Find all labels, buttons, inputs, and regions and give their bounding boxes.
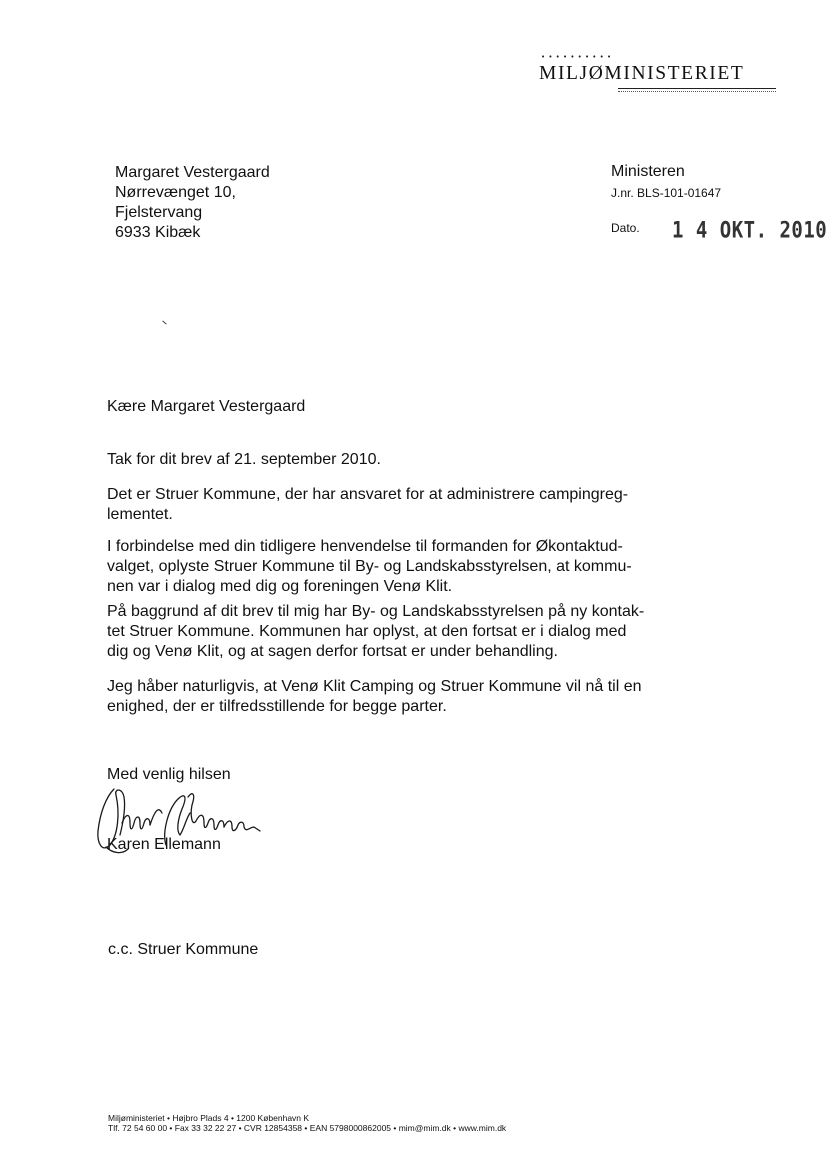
logo-dots: •••••••••• bbox=[541, 53, 615, 61]
footer-address: Miljøministeriet • Højbro Plads 4 • 1200 København K bbox=[108, 1113, 310, 1123]
recipient-name: Margaret Vestergaard bbox=[115, 164, 270, 181]
paragraph-3 bbox=[107, 537, 632, 597]
paragraph-line: Det er Struer Kommune, der har ansvaret for at administrere campingreg- bbox=[107, 486, 629, 503]
paragraph-line: lementet. bbox=[107, 506, 173, 523]
paragraph-line: tet Struer Kommune. Kommunen har oplyst, at den fortsat er i dialog med bbox=[107, 623, 627, 640]
journal-number: J.nr. BLS-101-01647 bbox=[611, 186, 722, 200]
signer-name: Karen Ellemann bbox=[107, 836, 221, 853]
closing: Med venlig hilsen bbox=[107, 766, 231, 783]
recipient-town: Fjelstervang bbox=[115, 204, 203, 221]
paragraph-line: nen var i dialog med dig og foreningen Venø Klit. bbox=[107, 578, 453, 595]
recipient-postcode: 6933 Kibæk bbox=[115, 224, 201, 241]
paragraph-5 bbox=[107, 677, 642, 717]
salutation: Kære Margaret Vestergaard bbox=[107, 398, 306, 415]
footer bbox=[108, 1113, 506, 1133]
date-stamp: 1 4 OKT. 2010 bbox=[672, 218, 828, 244]
carbon-copy: c.c. Struer Kommune bbox=[108, 941, 259, 958]
paragraph-4 bbox=[107, 602, 645, 662]
paragraph-1 bbox=[107, 450, 627, 470]
sender-title: Ministeren bbox=[611, 163, 685, 180]
paragraph-line: På baggrund af dit brev til mig har By- og Landskabsstyrelsen på ny kontak- bbox=[107, 603, 645, 620]
footer-contact: Tlf. 72 54 60 00 • Fax 33 32 22 27 • CVR 12854358 • EAN 5798000862005 • mim@mim.dk • www.mim.dk bbox=[108, 1123, 507, 1133]
stray-mark bbox=[162, 321, 166, 325]
logo-underline bbox=[618, 88, 776, 89]
paragraph-2 bbox=[107, 485, 627, 525]
ministry-logo: MILJØMINISTERIET bbox=[539, 63, 745, 84]
date-label: Dato. bbox=[611, 221, 640, 235]
recipient-address bbox=[115, 163, 270, 243]
logo-underline-dotted bbox=[618, 91, 776, 92]
paragraph-line: Jeg håber naturligvis, at Venø Klit Camping og Struer Kommune vil nå til en bbox=[107, 678, 642, 695]
paragraph-line: dig og Venø Klit, og at sagen derfor fortsat er under behandling. bbox=[107, 643, 558, 660]
paragraph-line: I forbindelse med din tidligere henvendelse til formanden for Økontaktud- bbox=[107, 538, 623, 555]
paragraph-line: enighed, der er tilfredsstillende for begge parter. bbox=[107, 698, 447, 715]
paragraph-line: valget, oplyste Struer Kommune til By- og Landskabsstyrelsen, at kommu- bbox=[107, 558, 632, 575]
paragraph-line: Tak for dit brev af 21. september 2010. bbox=[107, 451, 381, 468]
recipient-street: Nørrevænget 10, bbox=[115, 184, 236, 201]
